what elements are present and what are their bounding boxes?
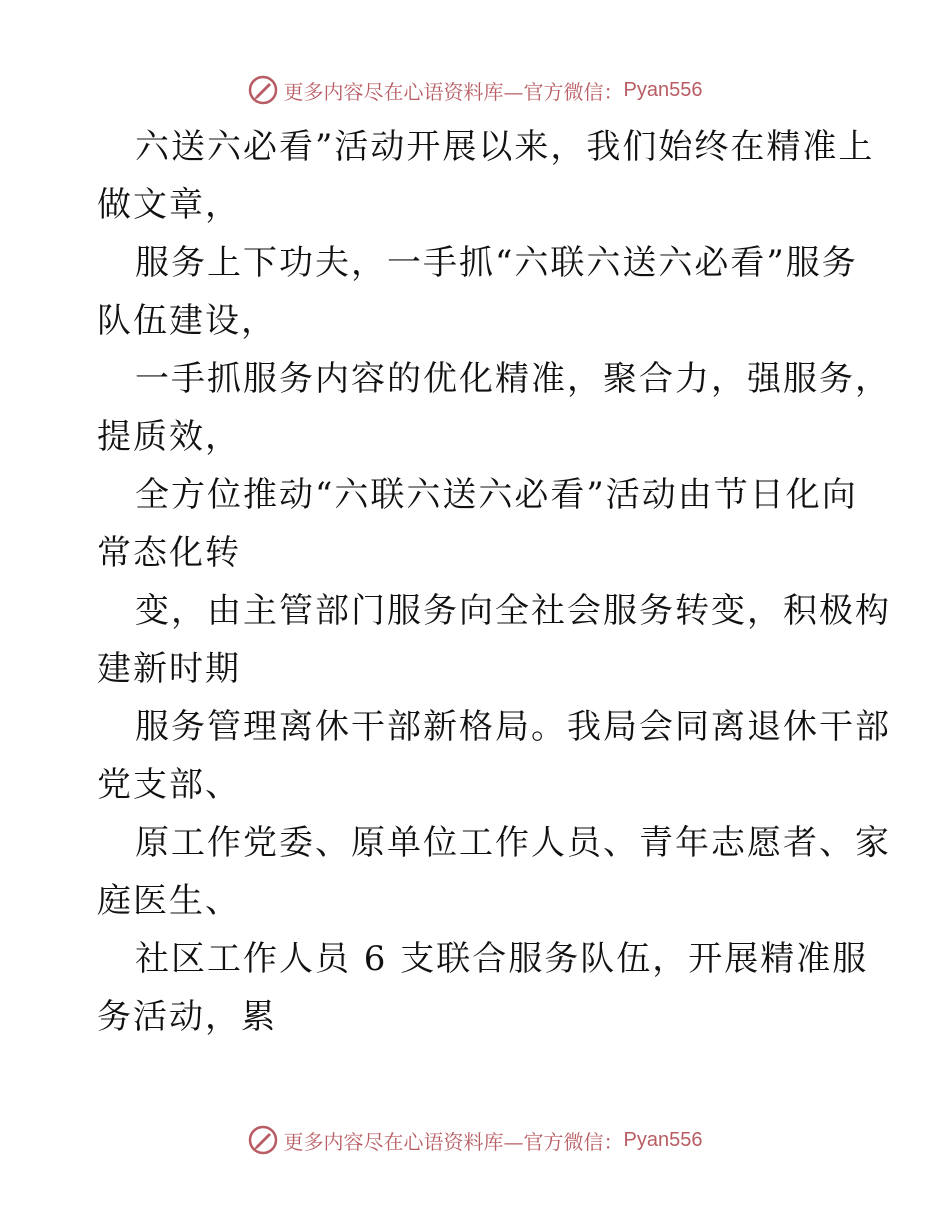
quill-seal-icon [248, 75, 278, 105]
paragraph-line: 建新时期 [97, 649, 241, 689]
paragraph-line: 服务管理离休干部新格局。我局会同离退休干部 [135, 707, 891, 747]
footer-banner [0, 1120, 950, 1160]
paragraph-line: 队伍建设， [97, 301, 277, 341]
header-banner [0, 70, 950, 110]
paragraph-line: 变，由主管部门服务向全社会服务转变，积极构 [135, 591, 891, 631]
paragraph-line: 六送六必看”活动开展以来，我们始终在精准上 [135, 127, 875, 167]
document-body [97, 118, 891, 1046]
quill-seal-icon [248, 1125, 278, 1155]
paragraph-line: 原工作党委、原单位工作人员、青年志愿者、家 [135, 823, 891, 863]
paragraph-line: 社区工作人员 6 支联合服务队伍，开展精准服 [135, 939, 869, 979]
paragraph-line: 务活动，累 [97, 997, 277, 1037]
paragraph-line: 提质效， [97, 417, 241, 457]
paragraph-line: 庭医生、 [97, 881, 241, 921]
paragraph-line: 一手抓服务内容的优化精准，聚合力，强服务， [135, 359, 891, 399]
header-banner-text: 更多内容尽在心语资料库—官方微信： [283, 79, 624, 104]
paragraph-line: 服务上下功夫，一手抓“六联六送六必看”服务 [135, 243, 858, 283]
paragraph-line: 全方位推动“六联六送六必看”活动由节日化向 [135, 475, 858, 515]
paragraph-line: 常态化转 [97, 533, 241, 573]
footer-banner-text: 更多内容尽在心语资料库—官方微信： [283, 1129, 624, 1154]
header-banner-handle: Pyan556 [623, 78, 703, 101]
paragraph-line: 党支部、 [97, 765, 241, 805]
footer-banner-handle: Pyan556 [623, 1128, 703, 1151]
paragraph-line: 做文章， [97, 185, 241, 225]
